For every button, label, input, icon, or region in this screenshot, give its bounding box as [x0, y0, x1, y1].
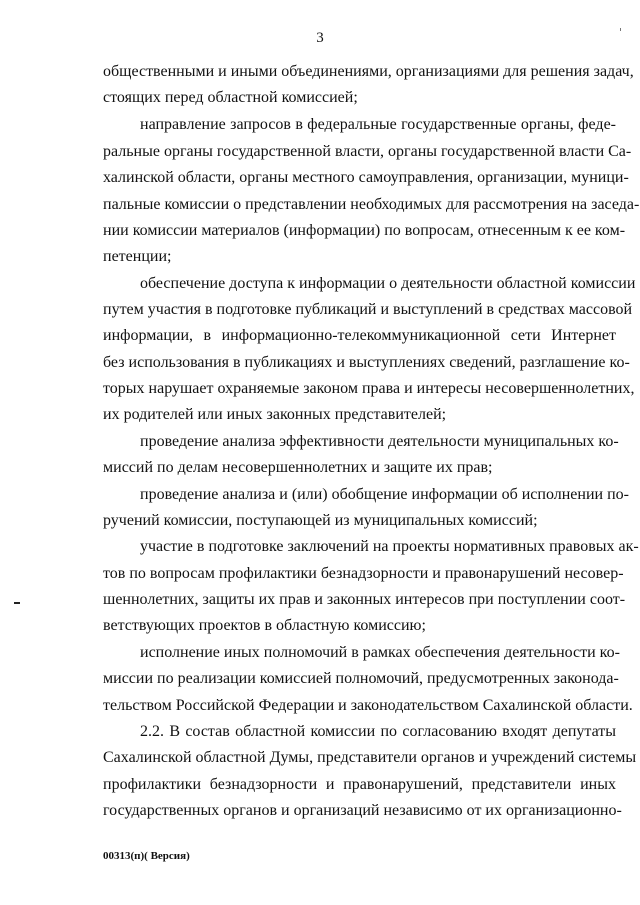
- text-line: нии комиссии материалов (информации) по вопросам, отнесенным к ее ком-: [103, 222, 626, 239]
- text-line: проведение анализа эффективности деятельности муниципальных ко-: [140, 433, 619, 450]
- text-line: профилактики безнадзорности и правонарушений, представители иных: [103, 776, 616, 793]
- text-line: миссии по реализации комиссией полномочий, предусмотренных законода-: [103, 670, 619, 687]
- text-line: петенции;: [103, 248, 172, 265]
- text-line: исполнение иных полномочий в рамках обеспечения деятельности ко-: [140, 644, 620, 661]
- text-line: пальные комиссии о представлении необходимых для рассмотрения на заседа-: [103, 196, 640, 213]
- text-line: тов по вопросам профилактики безнадзорности и правонарушений несовер-: [103, 565, 624, 582]
- text-line: Сахалинской областной Думы, представители органов и учреждений системы: [103, 749, 637, 766]
- text-line: проведение анализа и (или) обобщение информации об исполнении по-: [140, 486, 629, 503]
- text-line: их родителей или иных законных представителей;: [103, 406, 447, 423]
- text-line: путем участия в подготовке публикаций и выступлений в средствах массовой: [103, 301, 633, 318]
- text-line: 2.2. В состав областной комиссии по согласованию входят депутаты: [140, 723, 616, 740]
- text-line: общественными и иными объединениями, организациями для решения задач,: [103, 63, 634, 80]
- text-line: обеспечение доступа к информации о деятельности областной комиссии: [140, 275, 636, 292]
- text-line: стоящих перед областной комиссией;: [103, 89, 358, 106]
- page-number: 3: [316, 30, 324, 46]
- text-line: миссий по делам несовершеннолетних и защите их прав;: [103, 459, 493, 476]
- text-line: ветствующих проектов в областную комиссию;: [103, 617, 426, 634]
- document-footer-code: 00313(п)( Версия): [103, 850, 190, 862]
- text-line: шеннолетних, защиты их прав и законных интересов при поступлении соот-: [103, 591, 626, 608]
- text-line: без использования в публикациях и выступлениях сведений, разглашение ко-: [103, 354, 630, 371]
- text-line: тельством Российской Федерации и законодательством Сахалинской области.: [103, 697, 633, 714]
- text-line: направление запросов в федеральные государственные органы, феде-: [140, 116, 616, 133]
- text-line: халинской области, органы местного самоуправления, организации, муници-: [103, 169, 629, 186]
- text-line: торых нарушает охраняемые законом права и интересы несовершеннолетних,: [103, 380, 635, 397]
- text-line: государственных органов и организаций независимо от их организационно-: [103, 802, 622, 819]
- text-line: информации, в информационно-телекоммуникационной сети Интернет: [103, 327, 616, 344]
- text-line: участие в подготовке заключений на проекты нормативных правовых ак-: [140, 538, 639, 555]
- margin-mark: [14, 602, 20, 604]
- text-line: ральные органы государственной власти, органы государственной власти Са-: [103, 143, 632, 160]
- text-line: ручений комиссии, поступающей из муниципальных комиссий;: [103, 512, 538, 529]
